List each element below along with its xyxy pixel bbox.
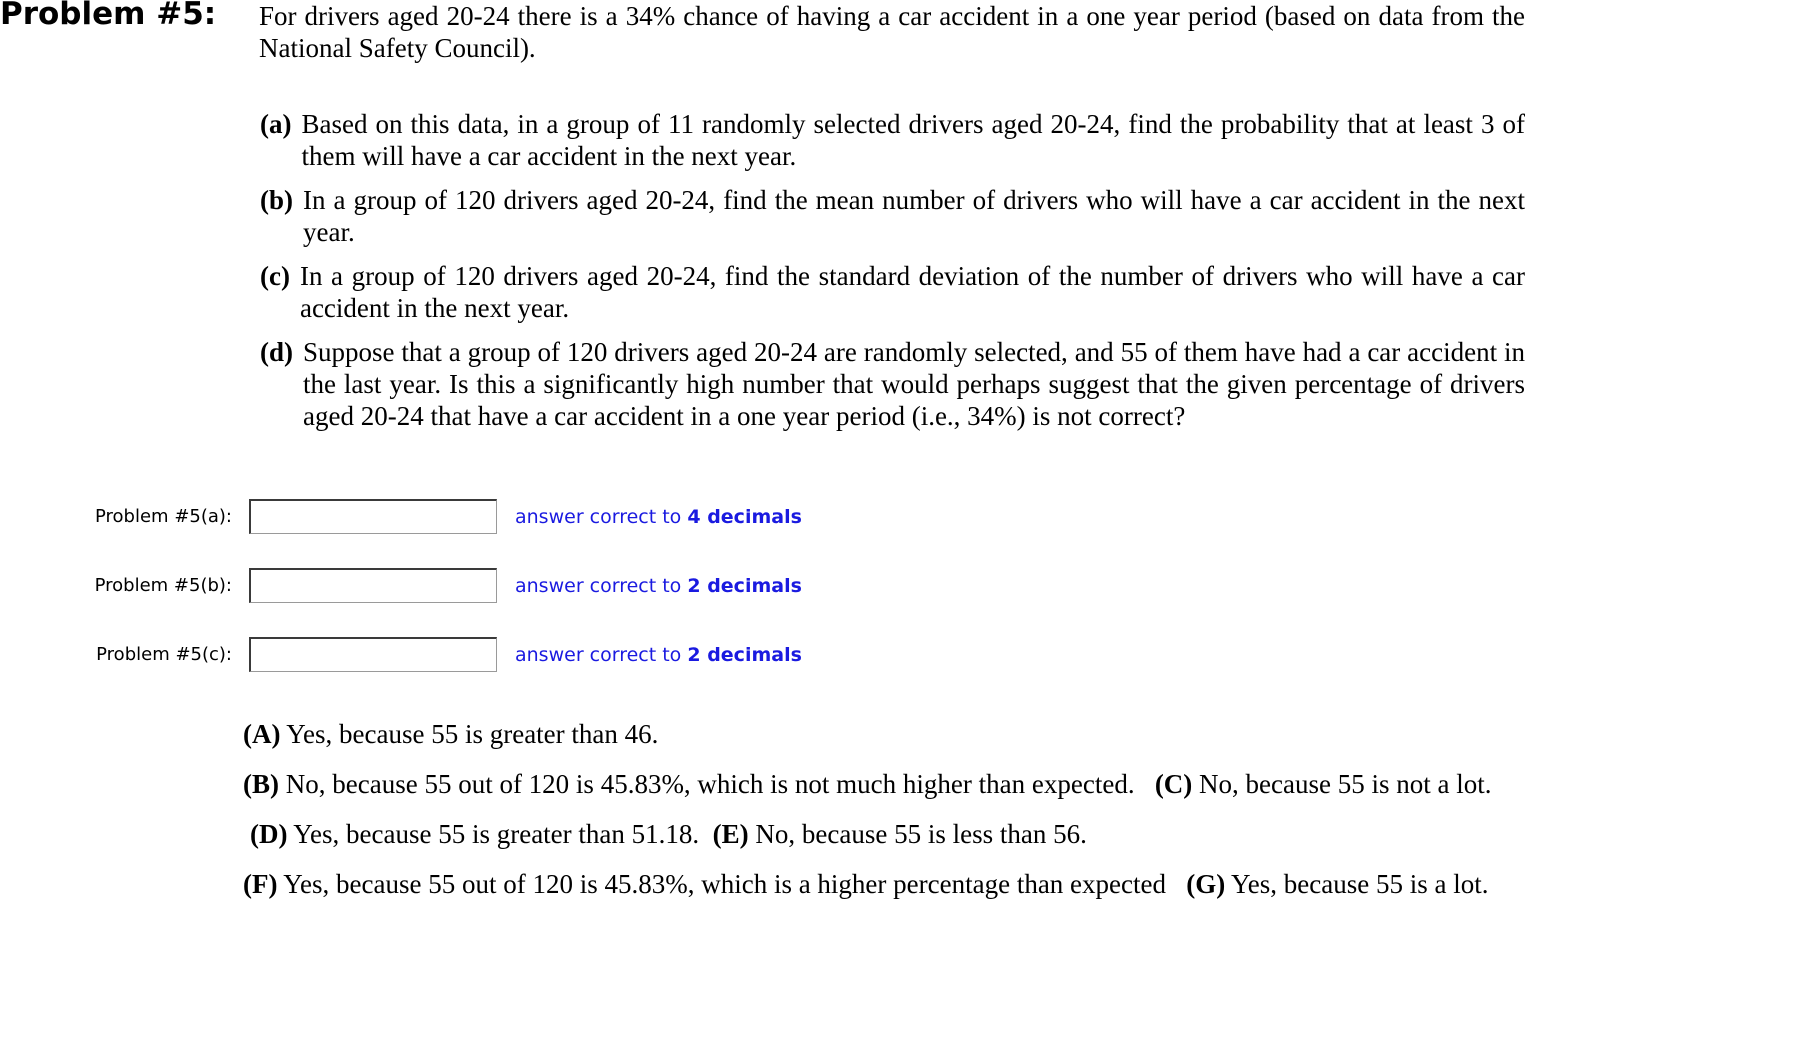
part-text: In a group of 120 drivers aged 20-24, find the standard deviation of the number of drivers who will have a car accident in the next year.	[299, 261, 1525, 323]
part-a	[260, 108, 1525, 172]
answer-label-b: Problem #5(b):	[94, 575, 232, 596]
choice-text: Yes, because 55 is greater than 51.18.	[293, 819, 700, 849]
hint-decimals: 4 decimals	[687, 506, 802, 528]
answer-hint-b	[515, 568, 802, 604]
answer-input-b[interactable]	[249, 568, 497, 603]
problem-title: Problem #5:	[0, 0, 217, 32]
answer-label-c: Problem #5(c):	[96, 644, 232, 665]
choice-f[interactable]	[243, 869, 1166, 899]
part-text: Suppose that a group of 120 drivers aged 20-24 are randomly selected, and 55 of them have had a car accident in the last year. Is this a significantly high number that would perhaps suggest that the given percentage of drivers aged 20-24 that have a car accident in a one year period (i.e., 34%) is not correct?	[303, 337, 1525, 431]
hint-decimals: 2 decimals	[687, 575, 802, 597]
choice-text: Yes, because 55 is a lot.	[1230, 869, 1489, 899]
choice-c[interactable]	[1155, 769, 1492, 799]
choice-d[interactable]	[250, 819, 699, 849]
answer-hint-a	[515, 499, 802, 535]
answer-input-c[interactable]	[249, 637, 497, 672]
choice-a[interactable]	[243, 719, 658, 749]
choice-text: No, because 55 is not a lot.	[1199, 769, 1492, 799]
part-label: (c)	[260, 261, 290, 291]
choice-line	[243, 866, 1543, 916]
problem-parts	[260, 108, 1525, 444]
choice-e[interactable]	[713, 819, 1087, 849]
hint-decimals: 2 decimals	[687, 644, 802, 666]
choice-label: (B)	[243, 769, 279, 799]
choice-label: (D)	[250, 819, 288, 849]
part-text: Based on this data, in a group of 11 randomly selected drivers aged 20-24, find the probability that at least 3 of them will have a car accident in the next year.	[301, 109, 1525, 171]
choice-label: (G)	[1186, 869, 1226, 899]
answer-row-b	[0, 568, 900, 604]
choice-text: No, because 55 is less than 56.	[755, 819, 1087, 849]
part-label: (d)	[260, 337, 293, 367]
part-label: (b)	[260, 185, 293, 215]
answer-row-a	[0, 499, 900, 535]
answer-input-a[interactable]	[249, 499, 497, 534]
choice-line	[243, 816, 1543, 866]
choice-text: Yes, because 55 out of 120 is 45.83%, which is a higher percentage than expected	[283, 869, 1166, 899]
choice-b[interactable]	[243, 769, 1135, 799]
answer-label-a: Problem #5(a):	[95, 506, 232, 527]
multiple-choice-options	[243, 716, 1543, 916]
answer-hint-c	[515, 637, 802, 673]
choice-label: (E)	[712, 819, 749, 849]
choice-label: (F)	[243, 869, 278, 899]
part-c	[260, 260, 1525, 324]
part-label: (a)	[260, 109, 292, 139]
problem-intro: For drivers aged 20-24 there is a 34% chance of having a car accident in a one year period (based on data from the National Safety Council).	[259, 1, 1525, 63]
choice-g[interactable]	[1186, 869, 1488, 899]
part-text: In a group of 120 drivers aged 20-24, find the mean number of drivers who will have a car accident in the next year.	[303, 185, 1525, 247]
part-b	[260, 184, 1525, 248]
choice-text: Yes, because 55 is greater than 46.	[286, 719, 659, 749]
answer-row-c	[0, 637, 900, 673]
hint-prefix: answer correct to	[515, 644, 682, 666]
hint-prefix: answer correct to	[515, 575, 682, 597]
choice-label: (A)	[243, 719, 281, 749]
part-d	[260, 336, 1525, 432]
hint-prefix: answer correct to	[515, 506, 682, 528]
choice-line	[243, 766, 1543, 816]
choice-line	[243, 716, 1543, 766]
choice-label: (C)	[1154, 769, 1193, 799]
choice-text: No, because 55 out of 120 is 45.83%, which is not much higher than expected.	[285, 769, 1135, 799]
